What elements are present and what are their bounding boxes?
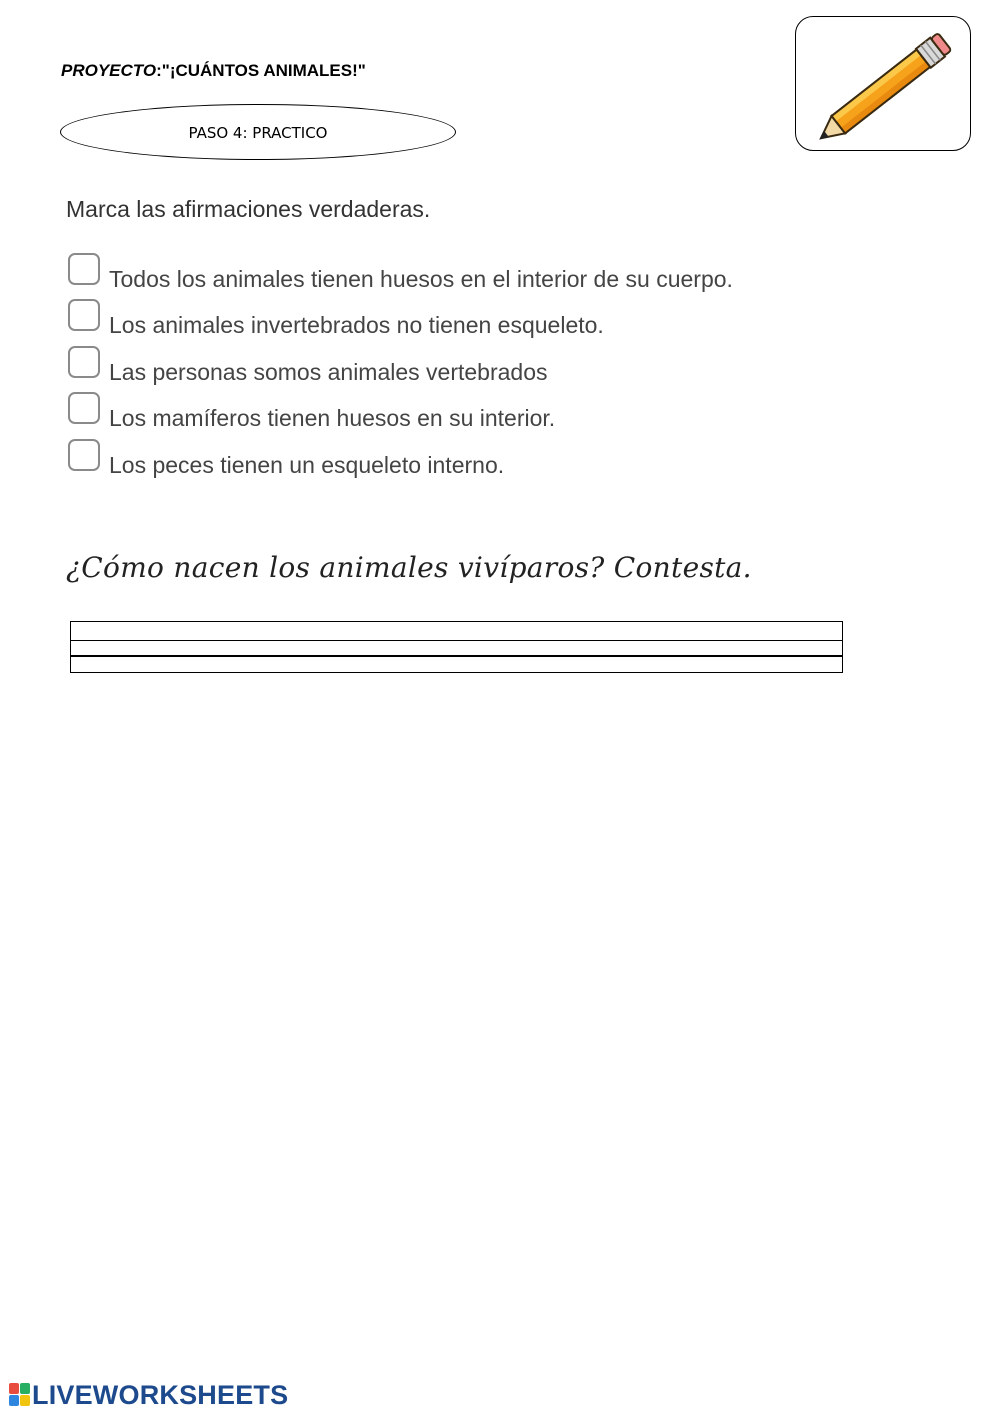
- liveworksheets-logo-icon: [9, 1383, 31, 1407]
- answer-guide-line: [71, 640, 842, 641]
- statement-checkbox[interactable]: [68, 299, 100, 331]
- statement-text: Los peces tienen un esqueleto interno.: [109, 452, 505, 478]
- statement-checkbox[interactable]: [68, 392, 100, 424]
- project-name: :"¡CUÁNTOS ANIMALES!": [156, 61, 366, 80]
- statement-checkbox[interactable]: [68, 346, 100, 378]
- exercise1-instruction: Marca las afirmaciones verdaderas.: [66, 196, 431, 222]
- exercise2-question: ¿Cómo nacen los animales vivíparos? Contesta.: [66, 551, 752, 584]
- statement-text: Los animales invertebrados no tienen esqueleto.: [109, 312, 604, 338]
- step-label: PASO 4: PRACTICO: [188, 124, 328, 142]
- statement-text: Los mamíferos tienen huesos en su interior.: [109, 405, 556, 431]
- statement-checkbox[interactable]: [68, 253, 100, 285]
- pencil-card: [795, 16, 971, 151]
- project-label: PROYECTO: [61, 61, 157, 80]
- statement-checkbox[interactable]: [68, 439, 100, 471]
- statement-text: Las personas somos animales vertebrados: [109, 359, 548, 385]
- statement-text: Todos los animales tienen huesos en el interior de su cuerpo.: [109, 266, 733, 292]
- project-title: [61, 61, 366, 81]
- logo-text: LIVEWORKSHEETS: [32, 1380, 289, 1410]
- answer-box[interactable]: [70, 621, 843, 673]
- answer-base-line: [71, 655, 842, 657]
- pencil-icon: [796, 17, 972, 152]
